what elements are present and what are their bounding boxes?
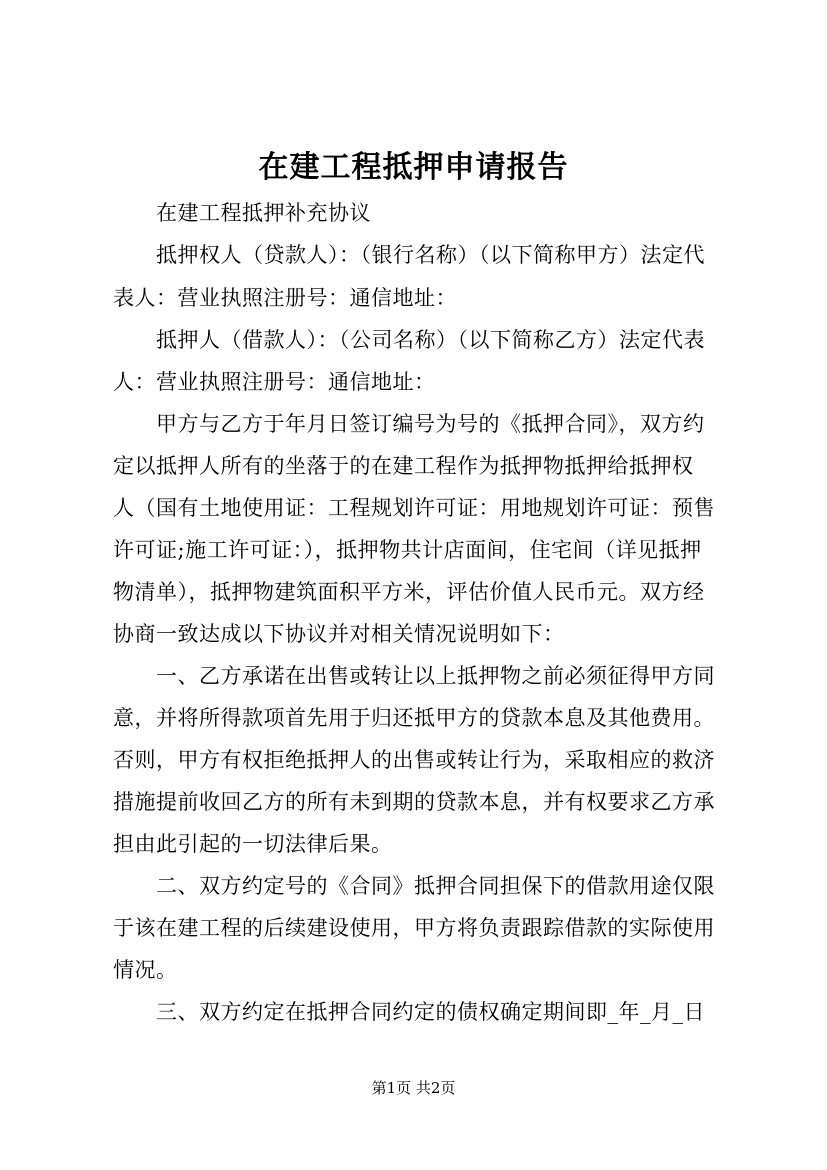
page-number: 第1页 共2页: [371, 1079, 456, 1097]
text-line: 于该在建工程的后续建设使用，甲方将负责跟踪借款的实际使用: [113, 916, 715, 940]
text-line: 人（国有土地使用证：工程规划许可证：用地规划许可证：预售: [113, 496, 715, 520]
text-line: 物清单），抵押物建筑面积平方米，评估价值人民币元。双方经: [113, 580, 705, 604]
text-line: 措施提前收回乙方的所有未到期的贷款本息，并有权要求乙方承: [113, 790, 715, 814]
text-line: 二、双方约定号的《合同》抵押合同担保下的借款用途仅限: [113, 874, 715, 898]
text-line: 许可证;施工许可证：），抵押物共计店面间，住宅间（详见抵押: [113, 538, 702, 562]
text-line: 在建工程抵押补充协议: [113, 201, 371, 225]
text-line: 担由此引起的一切法律后果。: [113, 832, 393, 856]
text-line: 人：营业执照注册号：通信地址：: [113, 370, 436, 394]
text-line: 抵押人（借款人）：（公司名称）（以下简称乙方）法定代表: [113, 328, 705, 352]
text-line: 协商一致达成以下协议并对相关情况说明如下：: [113, 622, 565, 646]
text-line: 甲方与乙方于年月日签订编号为号的《抵押合同》，双方约: [113, 412, 705, 436]
text-line: 意，并将所得款项首先用于归还抵甲方的贷款本息及其他费用。: [113, 706, 715, 730]
text-line: 否则，甲方有权拒绝抵押人的出售或转让行为，采取相应的救济: [113, 748, 715, 772]
text-line: 一、乙方承诺在出售或转让以上抵押物之前必须征得甲方同: [113, 664, 715, 688]
document-title: 在建工程抵押申请报告: [258, 150, 569, 185]
text-line: 三、双方约定在抵押合同约定的债权确定期间即_年_月_日: [113, 1000, 705, 1024]
text-line: 情况。: [113, 958, 178, 982]
text-line: 定以抵押人所有的坐落于的在建工程作为抵押物抵押给抵押权: [113, 454, 694, 478]
text-line: 抵押权人（贷款人）：（银行名称）（以下简称甲方）法定代: [113, 243, 705, 267]
text-line: 表人：营业执照注册号：通信地址：: [113, 286, 457, 310]
